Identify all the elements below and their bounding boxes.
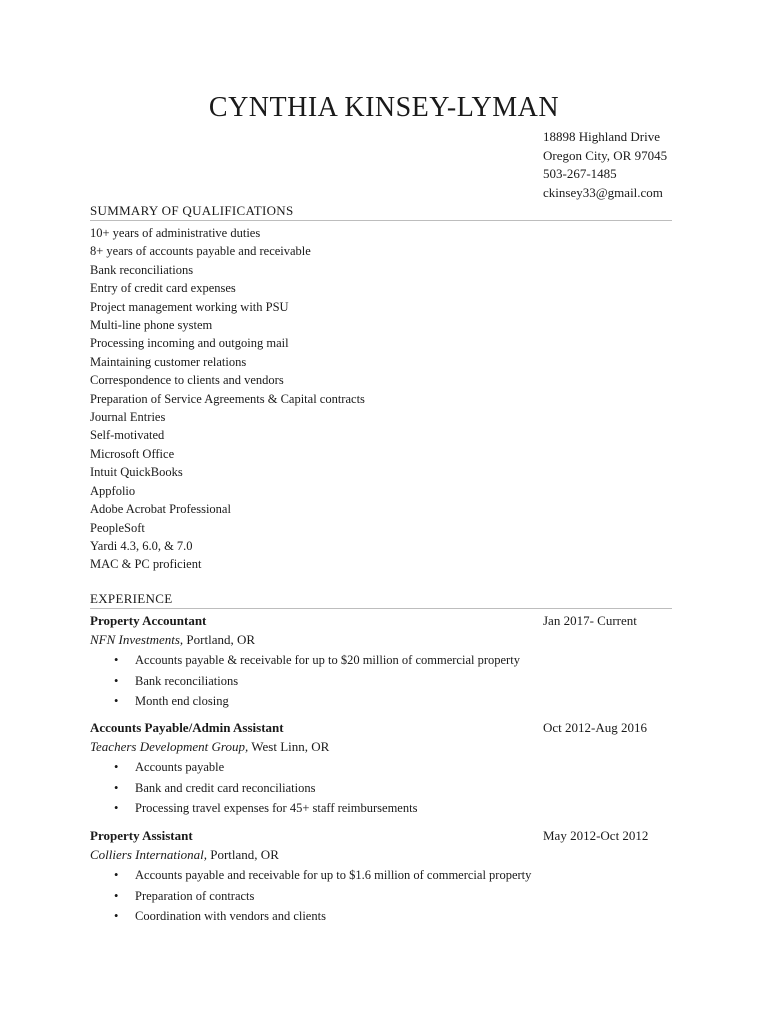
job-duties-list bbox=[90, 865, 672, 927]
bullet-icon: • bbox=[114, 653, 119, 667]
duty-item bbox=[90, 691, 672, 712]
bullet-icon: • bbox=[114, 673, 119, 688]
job-company: NFN Investments, bbox=[90, 632, 184, 647]
qualification-item: Maintaining customer relations bbox=[90, 354, 247, 369]
duty-text: Preparation of contracts bbox=[135, 888, 255, 903]
job-duties-list bbox=[90, 650, 672, 712]
job-employer-line bbox=[90, 630, 672, 650]
job-dates: Jan 2017- Current bbox=[543, 613, 637, 628]
job-location: West Linn, OR bbox=[248, 739, 330, 754]
job-dates: Oct 2012-Aug 2016 bbox=[543, 720, 647, 735]
job-entry-colliers-international bbox=[90, 826, 672, 927]
duty-text: Month end closing bbox=[135, 694, 229, 708]
bullet-icon: • bbox=[114, 888, 119, 903]
bullet-icon: • bbox=[114, 868, 119, 882]
job-company: Colliers International, bbox=[90, 847, 207, 862]
qualification-item: Intuit QuickBooks bbox=[90, 465, 183, 480]
duty-item bbox=[90, 671, 672, 692]
qualification-item: Entry of credit card expenses bbox=[90, 281, 236, 296]
duty-item bbox=[90, 886, 672, 907]
duty-item bbox=[90, 865, 672, 886]
job-company: Teachers Development Group, bbox=[90, 739, 249, 754]
qualification-item: Multi-line phone system bbox=[90, 318, 213, 333]
qualification-item: Correspondence to clients and vendors bbox=[90, 373, 284, 388]
contact-block bbox=[543, 128, 667, 202]
qualifications-list bbox=[90, 224, 365, 574]
qualification-item: Processing incoming and outgoing mail bbox=[90, 336, 289, 351]
applicant-name: CYNTHIA KINSEY-LYMAN bbox=[208, 92, 560, 123]
qualification-item: Project management working with PSU bbox=[90, 299, 289, 314]
job-entry-teachers-development-group bbox=[90, 718, 672, 819]
job-title: Accounts Payable/Admin Assistant bbox=[90, 720, 284, 735]
job-entry-nfn-investments bbox=[90, 611, 672, 712]
qualification-item: 10+ years of administrative duties bbox=[90, 226, 261, 240]
duty-item bbox=[90, 757, 672, 778]
bullet-icon: • bbox=[114, 909, 119, 923]
job-duties-list bbox=[90, 757, 672, 819]
bullet-icon: • bbox=[114, 760, 119, 774]
job-title-row bbox=[90, 826, 672, 845]
duty-text: Accounts payable & receivable for up to $20 million of commercial property bbox=[135, 653, 520, 667]
email-address: ckinsey33@gmail.com bbox=[543, 184, 663, 200]
qualification-item: MAC & PC proficient bbox=[90, 557, 202, 572]
duty-text: Coordination with vendors and clients bbox=[135, 909, 326, 923]
job-location: Portland, OR bbox=[183, 632, 256, 647]
duty-text: Accounts payable bbox=[135, 760, 225, 774]
duty-text: Accounts payable and receivable for up to $1.6 million of commercial property bbox=[135, 868, 532, 882]
bullet-icon: • bbox=[114, 694, 119, 708]
job-title-row bbox=[90, 718, 672, 737]
job-dates: May 2012-Oct 2012 bbox=[543, 828, 649, 843]
qualification-item: Journal Entries bbox=[90, 410, 166, 425]
address-line-2: Oregon City, OR 97045 bbox=[543, 147, 668, 163]
job-employer-line bbox=[90, 737, 672, 757]
bullet-icon: • bbox=[114, 780, 119, 795]
duty-item bbox=[90, 650, 672, 671]
qualification-item: Bank reconciliations bbox=[90, 262, 194, 277]
phone-number: 503-267-1485 bbox=[543, 166, 617, 181]
experience-heading: EXPERIENCE bbox=[90, 591, 672, 609]
job-title: Property Assistant bbox=[90, 828, 193, 843]
duty-text: Bank reconciliations bbox=[135, 673, 239, 688]
qualification-item: Adobe Acrobat Professional bbox=[90, 502, 231, 517]
bullet-icon: • bbox=[114, 801, 119, 815]
qualification-item: 8+ years of accounts payable and receivable bbox=[90, 244, 311, 259]
qualification-item: Self-motivated bbox=[90, 428, 165, 443]
duty-item bbox=[90, 778, 672, 799]
job-title-row bbox=[90, 611, 672, 630]
qualification-item: Microsoft Office bbox=[90, 446, 175, 461]
qualification-item: PeopleSoft bbox=[90, 520, 145, 535]
qualification-item: Yardi 4.3, 6.0, & 7.0 bbox=[90, 538, 193, 553]
duty-item bbox=[90, 906, 672, 927]
duty-text: Processing travel expenses for 45+ staff reimbursements bbox=[135, 801, 418, 815]
job-title: Property Accountant bbox=[90, 613, 207, 628]
qualification-item: Preparation of Service Agreements & Capital contracts bbox=[90, 391, 365, 406]
job-employer-line bbox=[90, 845, 672, 865]
job-location: Portland, OR bbox=[207, 847, 279, 862]
duty-text: Bank and credit card reconciliations bbox=[135, 780, 316, 795]
summary-heading: SUMMARY OF QUALIFICATIONS bbox=[90, 203, 672, 221]
duty-item bbox=[90, 798, 672, 819]
qualification-item: Appfolio bbox=[90, 483, 136, 498]
address-line-1: 18898 Highland Drive bbox=[543, 129, 660, 144]
